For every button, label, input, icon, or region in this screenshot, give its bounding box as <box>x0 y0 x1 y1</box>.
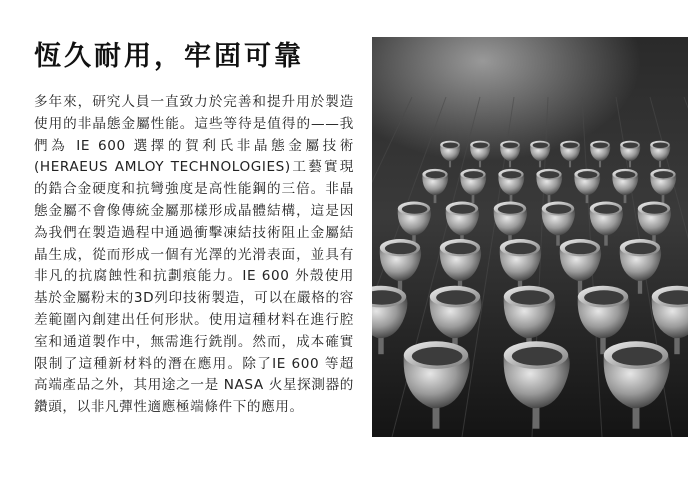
article-body: 多年來，研究人員一直致力於完善和提升用於製造使用的非晶態金屬性能。這些等待是值得的——我們為 IE 600 選擇的賀利氏非晶態金屬技術 (HERAEUS AMLOY TECHNOLOGIES)工藝實現的鋯合金硬度和抗彎強度是高性能鋼的三倍。非晶態金屬不會像傳統金屬那樣形成晶體結構，這是因為我們在製造過程中通過衝擊凍結技術阻止金屬結晶生成，從而形成一個有光澤的光滑表面，並具有非凡的抗腐蝕性和抗劃痕能力。IE 600 外殼使用基於金屬粉末的3D列印技術製造，可以在嚴格的容差範圍內創建出任何形狀。使用這種材料在進行腔室和通道製作中，無需進行銑削。然而，成本確實限制了這種新材料的潛在應用。除了IE 600 等超高端產品之外，其用途之一是 NASA 火星探測器的鑽頭，以非凡彈性適應極端條件下的應用。 <box>34 94 354 416</box>
printed-housings-illustration <box>372 37 688 437</box>
printed-earphone-housings-photo <box>372 37 688 437</box>
article-text-column <box>34 40 354 419</box>
article-heading: 恆久耐用，牢固可靠 <box>34 41 304 72</box>
